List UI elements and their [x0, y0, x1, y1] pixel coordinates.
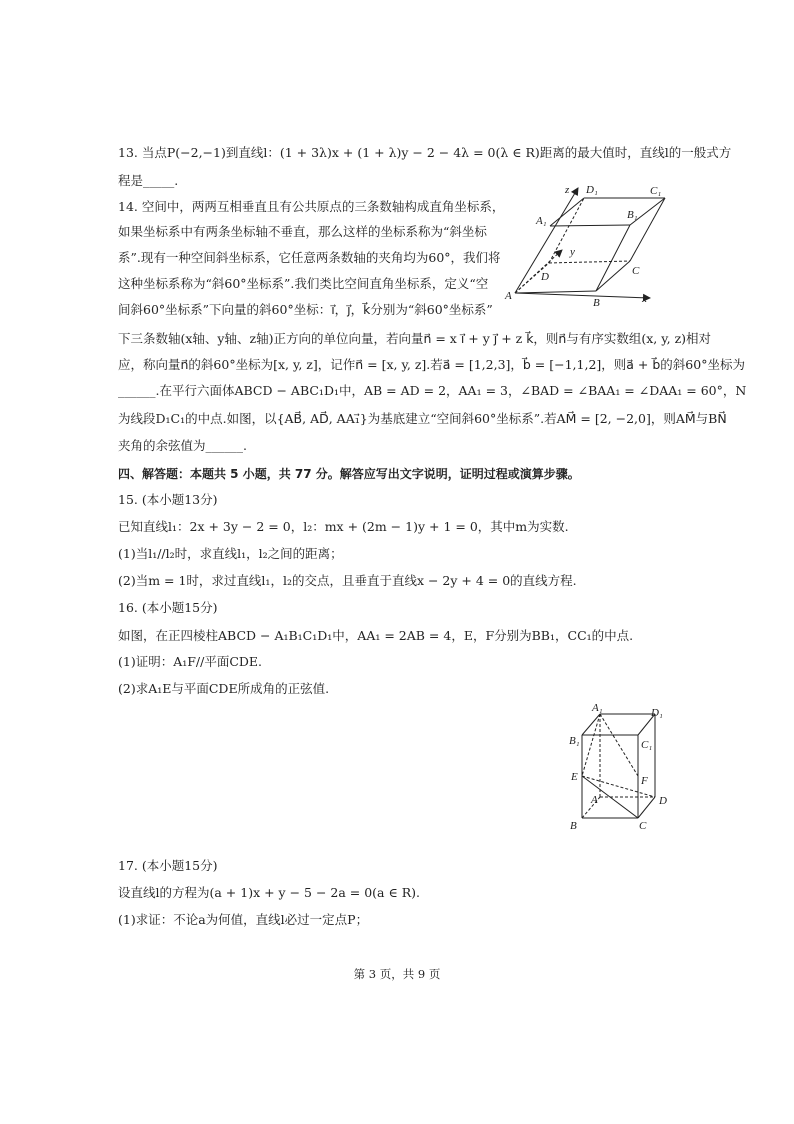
- q16-line-1: 如图，在正四棱柱ABCD − A₁B₁C₁D₁中，AA₁ = 2AB = 4，E，F分别为BB₁，CC₁的中点.: [118, 628, 634, 643]
- label-C1: C₁: [650, 185, 662, 197]
- label-y: y: [570, 246, 575, 258]
- label-z: z: [565, 184, 570, 196]
- label-B: B: [570, 820, 577, 832]
- edge-BC: [596, 261, 630, 291]
- section-heading: 四、解答题：本题共 5 小题，共 77 分。解答应写出文字说明，证明过程或演算步骤。: [118, 467, 580, 481]
- label-A1: A₁: [536, 215, 547, 227]
- label-D1: D₁: [651, 707, 663, 719]
- label-C1: C₁: [641, 739, 653, 751]
- edge-A1D1: [550, 198, 584, 226]
- q16-head: 16. (本小题15分): [118, 600, 218, 615]
- q14-line-9: 为线段D₁C₁的中点.如图，以{AB⃗, AD⃗, AA₁⃗}为基底建立“空间斜60°坐标系”.若AM⃗ = [2, −2,0]，则AM⃗与BN⃗: [118, 411, 727, 426]
- edge-BB1: [596, 225, 630, 291]
- label-D: D: [541, 271, 549, 283]
- label-x: x: [642, 293, 647, 305]
- q14-line-4: 这种坐标系称为“斜60°坐标系”.我们类比空间直角坐标系，定义“空: [118, 276, 489, 291]
- label-E: E: [571, 771, 578, 783]
- prism-figure: [560, 700, 680, 835]
- label-B1: B₁: [627, 209, 638, 221]
- q14-line-1: 14. 空间中，两两互相垂直且有公共原点的三条数轴构成直角坐标系，: [118, 199, 505, 214]
- q14-line-2: 如果坐标系中有两条坐标轴不垂直，那么这样的坐标系称为“斜坐标: [118, 224, 487, 239]
- q17-line-1: 设直线l的方程为(a + 1)x + y − 5 − 2a = 0(a ∈ R).: [118, 885, 420, 900]
- q17-head: 17. (本小题15分): [118, 858, 218, 873]
- label-A1: A₁: [592, 702, 603, 714]
- label-D: D: [659, 795, 667, 807]
- label-F: F: [641, 775, 648, 787]
- q15-line-3: (2)当m = 1时，求过直线l₁，l₂的交点，且垂直于直线x − 2y + 4 = 0的直线方程.: [118, 573, 577, 588]
- q15-line-1: 已知直线l₁：2x + 3y − 2 = 0，l₂：mx + (2m − 1)y + 1 = 0，其中m为实数.: [118, 519, 569, 534]
- q14-line-7: 应，称向量n⃗的斜60°坐标为[x, y, z]，记作n⃗ = [x, y, z].若a⃗ = [1,2,3]，b⃗ = [−1,1,2]，则a⃗ + b⃗的斜60°坐标为: [118, 357, 745, 372]
- segment-A1F: [600, 714, 638, 776]
- q14-line-3: 系”.现有一种空间斜坐标系，它任意两条数轴的夹角均为60°，我们将: [118, 250, 501, 265]
- label-C: C: [632, 265, 640, 277]
- q14-line-6: 下三条数轴(x轴、y轴、z轴)正方向的单位向量，若向量n⃗ = x i⃗ + y j⃗ + z k⃗，则n⃗与有序实数组(x, y, z)相对: [118, 331, 712, 346]
- edge-DC: [549, 261, 630, 263]
- q14-line-5: 间斜60°坐标系”下向量的斜60°坐标：i⃗，j⃗，k⃗分别为“斜60°坐标系”: [118, 302, 493, 317]
- segment-A1E: [582, 714, 600, 776]
- q15-head: 15. (本小题13分): [118, 492, 218, 507]
- label-A: A: [505, 290, 512, 302]
- q15-line-2: (1)当l₁//l₂时，求直线l₁，l₂之间的距离；: [118, 546, 343, 561]
- label-D1: D₁: [586, 184, 598, 196]
- edge-A1B1: [550, 225, 630, 226]
- parallelepiped-figure: [500, 178, 670, 308]
- edge-CC1: [630, 198, 665, 261]
- x-axis: [515, 293, 650, 298]
- q13-line-2: 程是_____.: [118, 173, 179, 188]
- y-axis: [515, 250, 562, 293]
- q13-line-1: 13. 当点P(−2,−1)到直线l：(1 + 3λ)x + (1 + λ)y − 2 − 4λ = 0(λ ∈ R)距离的最大值时，直线l的一般式方: [118, 145, 732, 160]
- label-B1: B₁: [569, 735, 580, 747]
- label-A: A: [591, 794, 598, 806]
- q14-line-10: 夹角的余弦值为______.: [118, 438, 247, 453]
- q16-line-2: (1)证明：A₁F//平面CDE.: [118, 654, 263, 669]
- q14-line-8: ______.在平行六面体ABCD − ABC₁D₁中，AB = AD = 2，AA₁ = 3，∠BAD = ∠BAA₁ = ∠DAA₁ = 60°，N: [118, 383, 747, 398]
- edge-CD: [638, 797, 655, 818]
- edge-AB: [515, 291, 596, 293]
- label-C: C: [639, 820, 647, 832]
- page-number: 第 3 页，共 9 页: [353, 967, 441, 981]
- q16-line-3: (2)求A₁E与平面CDE所成角的正弦值.: [118, 681, 330, 696]
- q17-line-2: (1)求证：不论a为何值，直线l必过一定点P；: [118, 912, 369, 927]
- label-B: B: [593, 297, 600, 308]
